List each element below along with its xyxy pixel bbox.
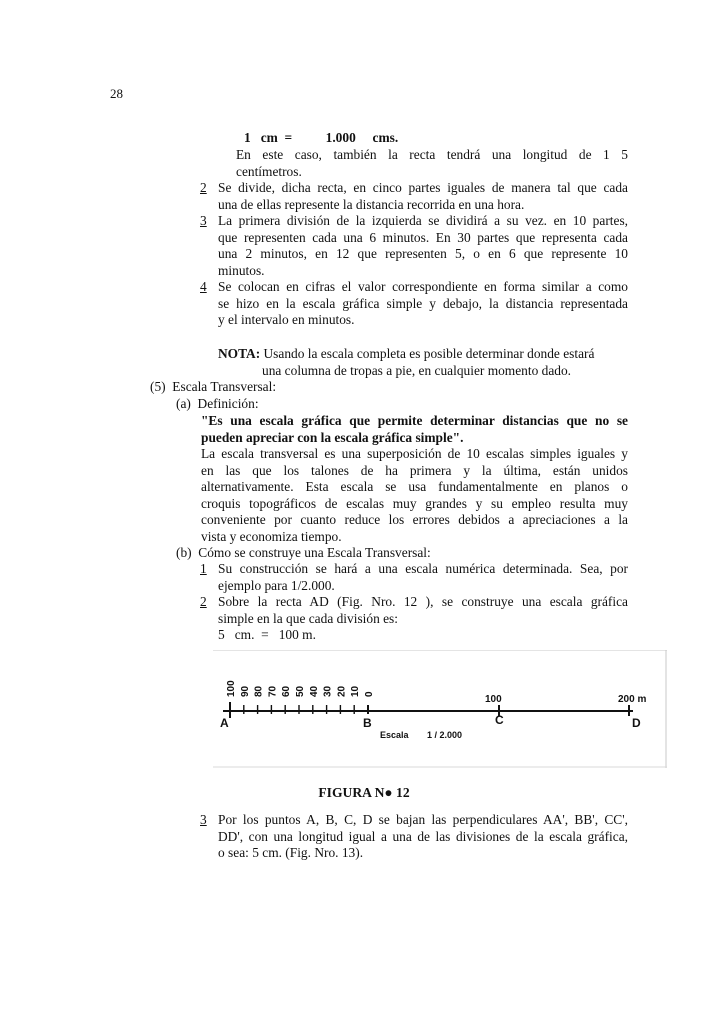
scale-equation: 1 cm = 1.000 cms.: [244, 130, 399, 145]
definition-paragraph: [201, 446, 628, 546]
point-a-label: A: [220, 716, 229, 730]
step-line: una 2 minutos, en 12 que representen 5, o en 6 que represente 10: [218, 246, 628, 262]
tick-label: 70: [267, 685, 279, 697]
tick-label: 10: [350, 685, 362, 697]
paragraph-line: croquis topográficos de escalas muy grandes y su empleo resulta muy: [201, 495, 628, 511]
tick-label: 20: [336, 685, 348, 697]
step-line: una de ellas represente la distancia recorrida en una hora.: [218, 196, 525, 212]
point-d-label: D: [632, 716, 641, 730]
list-item: [200, 561, 628, 594]
equation-note-line-2: centímetros.: [236, 164, 302, 179]
figure-12-scale: [213, 650, 667, 768]
nota-label: NOTA:: [218, 346, 261, 361]
subsection-heading-b: (b) Cómo se construye una Escala Transversal:: [176, 545, 431, 560]
step-line: o sea: 5 cm. (Fig. Nro. 13).: [218, 845, 364, 861]
step-number: 2: [200, 594, 207, 609]
step-line: y el intervalo en minutos.: [218, 312, 355, 328]
definition-bold-line-1: "Es una escala gráfica que permite determinar distancias que no se: [201, 413, 628, 428]
step-list-a: [200, 180, 628, 329]
step-line: Se divide, dicha recta, en cinco partes iguales de manera tal que cada: [218, 180, 628, 195]
step-line: Su construcción se hará a una escala numérica determinada. Sea, por: [218, 561, 628, 576]
paragraph-line: conveniente por cuanto reduce los errores debidos a apreciaciones a la: [201, 512, 628, 528]
tick-label: 100: [226, 680, 237, 697]
step-number: 3: [200, 812, 207, 827]
section-heading: (5) Escala Transversal:: [150, 379, 277, 394]
step-line: Sobre la recta AD (Fig. Nro. 12 ), se construye una escala gráfica: [218, 594, 628, 609]
step-line: La primera división de la izquierda se dividirá a su vez. en 10 partes,: [218, 213, 628, 228]
step-line: se hizo en la escala gráfica simple y debajo, la distancia representada: [218, 295, 628, 311]
figure-caption: FIGURA N● 12: [318, 785, 410, 800]
step-number: 1: [200, 561, 207, 576]
step-line: DD', con una longitud igual a una de las divisiones de la escala gráfica,: [218, 828, 628, 844]
tick-label: 50: [295, 685, 306, 697]
step-line: Por los puntos A, B, C, D se bajan las perpendiculares AA', BB', CC',: [218, 812, 628, 827]
nota-line-2: una columna de tropas a pie, en cualquier momento dado.: [262, 363, 571, 378]
paragraph-line: alternativamente. Esta escala se usa fundamentalmente en planos o: [201, 479, 628, 495]
paragraph-line: vista y economiza tiempo.: [201, 528, 342, 544]
step-line: simple en la que cada división es:: [218, 610, 398, 626]
nota-line-1: [218, 346, 628, 363]
step-line: 5 cm. = 100 m.: [218, 627, 316, 643]
paragraph-line: La escala transversal es una superposición de 10 escalas simples iguales y: [201, 446, 628, 461]
step-line: Se colocan en cifras el valor correspondiente en forma similar a como: [218, 279, 628, 294]
step-line: ejemplo para 1/2.000.: [218, 577, 335, 593]
list-item: [200, 594, 628, 644]
step-list-b: [200, 561, 628, 644]
list-item: [200, 213, 628, 279]
escala-label: Escala: [380, 730, 409, 740]
nota-text: Usando la escala completa es posible determinar donde estará: [263, 346, 595, 361]
list-item: [200, 812, 628, 862]
page-number: 28: [110, 86, 123, 101]
tick-label: 40: [308, 685, 320, 697]
left-tick-labels: [226, 680, 375, 697]
step-3: [200, 812, 628, 862]
point-c-label: C: [495, 713, 504, 727]
step-line: minutos.: [218, 262, 265, 278]
point-b-label: B: [363, 716, 372, 730]
tick-label: 0: [364, 691, 375, 697]
scale-ratio: 1 / 2.000: [427, 730, 463, 740]
equation-note-line-1: En este caso, también la recta tendrá una longitud de 1 5: [236, 147, 628, 162]
step-number: 3: [200, 213, 207, 228]
step-number: 4: [200, 279, 207, 294]
tick-label: 30: [322, 685, 334, 697]
list-item: [200, 279, 628, 329]
list-item: [200, 180, 628, 213]
step-line: que representen cada una 6 minutos. En 30 partes que representa cada: [218, 229, 628, 245]
step-number: 2: [200, 180, 207, 195]
subsection-heading-a: (a) Definición:: [176, 396, 259, 411]
paragraph-line: en las que los talones de ha primera y la última, están unidos: [201, 462, 628, 478]
tick-label: 80: [253, 685, 265, 697]
label-200m: 200 m: [618, 694, 647, 705]
tick-label: 90: [239, 685, 251, 697]
tick-label: 60: [281, 685, 293, 697]
label-100: 100: [485, 694, 502, 705]
definition-bold-line-2: pueden apreciar con la escala gráfica simple".: [201, 430, 464, 445]
